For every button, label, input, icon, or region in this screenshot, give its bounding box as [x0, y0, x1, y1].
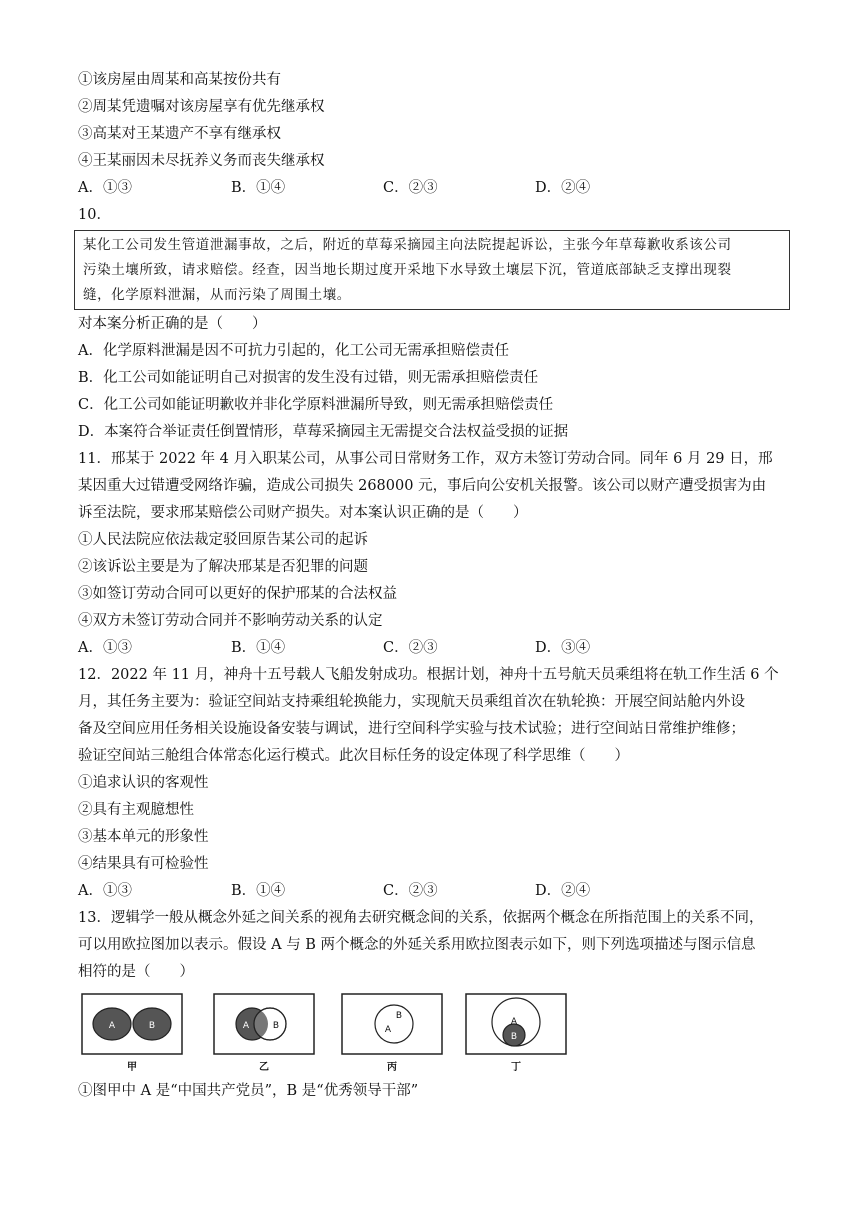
q9-option-b: B．①④ [231, 180, 286, 196]
euler-diagram-ding-figure [464, 992, 568, 1058]
caption-yi: 乙 [259, 1062, 269, 1073]
q10-number: 10． [78, 207, 111, 223]
q12-stem-line-4: 验证空间站三舱组合体常态化运行模式。此次目标任务的设定体现了科学思维（ ） [78, 748, 629, 764]
q9-statement-2: ②周某凭遗嘱对该房屋享有优先继承权 [78, 99, 325, 115]
q12-statement-2: ②具有主观臆想性 [78, 802, 194, 818]
q9-statement-1: ①该房屋由周某和高某按份共有 [78, 72, 281, 88]
caption-jia: 甲 [127, 1062, 137, 1073]
set-circle [375, 1005, 413, 1043]
q13-stem-line-3: 相符的是（ ） [78, 964, 194, 980]
euler-diagram-yi-figure [212, 992, 316, 1058]
q12-statement-3: ③基本单元的形象性 [78, 829, 209, 845]
q10-material-line-3: 缝，化学原料泄漏，从而污染了周围土壤。 [83, 287, 351, 303]
q12-statement-4: ④结果具有可检验性 [78, 856, 209, 872]
q11-stem-line-2: 某因重大过错遭受网络诈骗，造成公司损失 268000 元，事后向公安机关报警。该公司以财产遭受损害为由 [78, 478, 767, 494]
label-b: B [395, 1011, 403, 1021]
q10-option-c: C．化工公司如能证明歉收并非化学原料泄漏所导致，则无需承担赔偿责任 [78, 397, 554, 413]
q11-statement-2: ②该诉讼主要是为了解决邢某是否犯罪的问题 [78, 559, 368, 575]
q12-stem-line-2: 月，其任务主要为：验证空间站支持乘组轮换能力，实现航天员乘组首次在轨轮换：开展空间站舱内外设 [78, 694, 745, 710]
label-a: A [510, 1017, 518, 1027]
euler-diagram-yi [212, 992, 316, 1078]
q12-stem-line-1: 12．2022 年 11 月，神舟十五号载人飞船发射成功。根据计划，神舟十五号航天员乘组将在轨工作生活 6 个 [78, 667, 779, 683]
q9-option-c: C．②③ [383, 180, 438, 196]
q11-statement-1: ①人民法院应依法裁定驳回原告某公司的起诉 [78, 532, 368, 548]
q13-stem-line-1: 13．逻辑学一般从概念外延之间关系的视角去研究概念间的关系，依据两个概念在所指范围上的关系不同， [78, 910, 764, 926]
q13-stem-line-2: 可以用欧拉图加以表示。假设 A 与 B 两个概念的外延关系用欧拉图表示如下，则下列选项描述与图示信息 [78, 937, 756, 953]
q12-option-d: D．②④ [535, 883, 591, 899]
label-a: A [108, 1021, 116, 1031]
q9-option-d: D．②④ [535, 180, 591, 196]
q12-option-c: C．②③ [383, 883, 438, 899]
q13-statement-1: ①图甲中 A 是“中国共产党员”，B 是“优秀领导干部” [78, 1083, 419, 1099]
q11-stem-line-1: 11．邢某于 2022 年 4 月入职某公司，从事公司日常财务工作，双方未签订劳动合同。同年 6 月 29 日，邢 [78, 451, 773, 467]
q12-stem-line-3: 备及空间应用任务相关设施设备安装与调试，进行空间科学实验与技术试验；进行空间站日常维护维修； [78, 721, 745, 737]
q10-material-line-1: 某化工公司发生管道泄漏事故，之后，附近的草莓采摘园主向法院提起诉讼，主张今年草莓歉收系该公司 [83, 237, 732, 253]
q11-option-d: D．③④ [535, 640, 591, 656]
label-a: A [242, 1021, 250, 1031]
euler-diagram-jia [80, 992, 184, 1078]
euler-diagram-ding [464, 992, 568, 1078]
q10-stem: 对本案分析正确的是（ ） [78, 316, 267, 332]
q12-statement-1: ①追求认识的客观性 [78, 775, 209, 791]
q9-statement-4: ④王某丽因未尽抚养义务而丧失继承权 [78, 153, 325, 169]
q10-material-line-2: 污染土壤所致，请求赔偿。经查，因当地长期过度开采地下水导致土壤层下沉，管道底部缺乏支撑出现裂 [83, 262, 732, 278]
label-b: B [272, 1021, 280, 1031]
euler-diagram-jia-figure [80, 992, 184, 1058]
caption-ding: 丁 [511, 1062, 521, 1073]
q11-option-a: A．①③ [78, 640, 132, 656]
q10-option-b: B．化工公司如能证明自己对损害的发生没有过错，则无需承担赔偿责任 [78, 370, 539, 386]
euler-diagrams [80, 992, 600, 1078]
label-a: A [384, 1025, 392, 1035]
q11-statement-3: ③如签订劳动合同可以更好的保护邢某的合法权益 [78, 586, 397, 602]
q11-option-c: C．②③ [383, 640, 438, 656]
euler-diagram-bing [340, 992, 444, 1078]
q9-option-a: A．①③ [78, 180, 132, 196]
q10-option-d: D．本案符合举证责任倒置情形，草莓采摘园主无需提交合法权益受损的证据 [78, 424, 569, 440]
label-b: B [510, 1032, 518, 1042]
q11-stem-line-3: 诉至法院，要求邢某赔偿公司财产损失。对本案认识正确的是（ ） [78, 505, 528, 521]
caption-bing: 丙 [387, 1062, 397, 1073]
euler-diagram-bing-figure [340, 992, 444, 1058]
q11-option-b: B．①④ [231, 640, 286, 656]
q10-option-a: A．化学原料泄漏是因不可抗力引起的，化工公司无需承担赔偿责任 [78, 343, 509, 359]
q11-statement-4: ④双方未签订劳动合同并不影响劳动关系的认定 [78, 613, 383, 629]
q9-statement-3: ③高某对王某遗产不享有继承权 [78, 126, 281, 142]
q10-material-box [74, 230, 790, 310]
label-b: B [148, 1021, 156, 1031]
q12-option-b: B．①④ [231, 883, 286, 899]
q12-option-a: A．①③ [78, 883, 132, 899]
